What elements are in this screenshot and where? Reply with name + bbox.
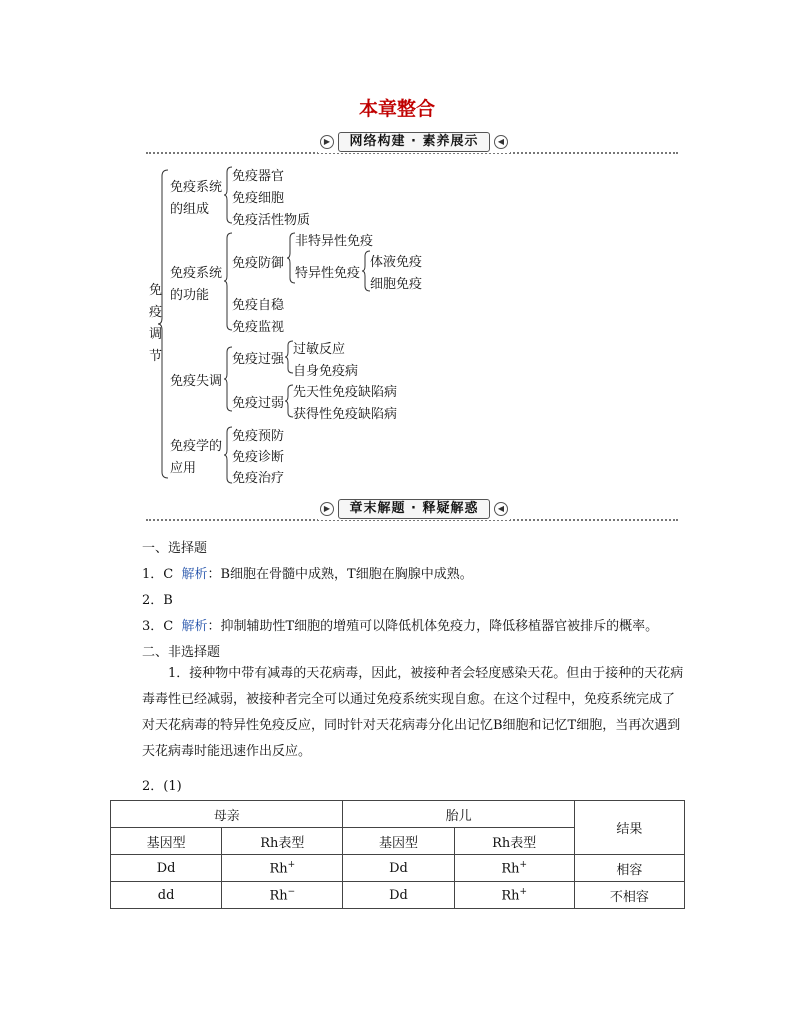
banner-label: 网络构建 · 素养展示 <box>338 132 490 152</box>
root-brace <box>158 168 170 480</box>
cell-mother-rh: Rh− <box>222 882 343 909</box>
item-hyper-immunity: 免疫过强 <box>232 352 285 367</box>
item-nonspecific-immunity: 非特异性免疫 <box>295 234 374 249</box>
arrow-left-icon: ◀ <box>494 502 508 516</box>
table-row <box>111 882 685 909</box>
analysis-tag: 解析 <box>181 567 208 582</box>
item-humoral-immunity: 体液免疫 <box>370 255 423 270</box>
header-rh-type: Rh表型 <box>222 828 343 855</box>
arrow-right-icon: ▶ <box>320 502 334 516</box>
cell-mother-genotype: dd <box>111 882 222 909</box>
header-genotype: 基因型 <box>111 828 222 855</box>
item-cellular-immunity: 细胞免疫 <box>370 277 423 292</box>
section-heading-nonchoice: 二、非选择题 <box>142 645 221 660</box>
cell-result: 相容 <box>574 855 684 882</box>
section-heading-choice: 一、选择题 <box>142 541 208 556</box>
item-acquired-immunodeficiency: 获得性免疫缺陷病 <box>293 407 398 422</box>
cell-result: 不相容 <box>574 882 684 909</box>
answer-1: 1．C 解析：B细胞在骨髓中成熟，T细胞在胸腺中成熟。 <box>142 567 473 582</box>
item-hypo-immunity: 免疫过弱 <box>232 396 285 411</box>
item-autoimmune: 自身免疫病 <box>293 364 359 379</box>
application-label-1: 免疫学的 <box>170 439 223 454</box>
arrow-right-icon: ▶ <box>320 135 334 149</box>
table-row <box>111 855 685 882</box>
answer-2-part-1: 2．(1) <box>142 779 182 794</box>
root-label: 免 疫 调 节 <box>149 283 163 364</box>
item-immune-prevention: 免疫预防 <box>232 429 285 444</box>
cell-fetus-rh: Rh+ <box>454 855 574 882</box>
item-specific-immunity: 特异性免疫 <box>295 266 361 281</box>
item-immune-homeostasis: 免疫自稳 <box>232 298 285 313</box>
answer-3: 3．C 解析：抑制辅助性T细胞的增殖可以降低机体免疫力，降低移植器官被排斥的概率。 <box>142 619 659 634</box>
application-label-2: 应用 <box>170 461 197 476</box>
disorder-label: 免疫失调 <box>170 374 223 389</box>
item-immune-substance: 免疫活性物质 <box>232 213 311 228</box>
section-banner-answers <box>318 498 510 520</box>
item-immune-defense: 免疫防御 <box>232 256 285 271</box>
header-fetus: 胎儿 <box>343 801 574 828</box>
cell-mother-rh: Rh+ <box>222 855 343 882</box>
answer-2: 2．B <box>142 593 173 608</box>
analysis-tag: 解析 <box>181 619 208 634</box>
header-rh-type: Rh表型 <box>454 828 574 855</box>
item-congenital-immunodeficiency: 先天性免疫缺陷病 <box>293 385 398 400</box>
rh-compatibility-table <box>110 800 685 909</box>
composition-label-2: 的组成 <box>170 202 210 217</box>
item-immune-surveillance: 免疫监视 <box>232 320 285 335</box>
answer-paragraph-1: 1．接种物中带有减毒的天花病毒，因此，被接种者会轻度感染天花。但由于接种的天花病毒毒性已经减弱，被接种者完全可以通过免疫系统实现自愈。在这个过程中，免疫系统完成了对天花病毒的特异性免疫反应，同时针对天花病毒分化出记忆B细胞和记忆T细胞，当再次遇到天花病毒时能迅速作出反应。 <box>142 666 684 759</box>
section-banner-network <box>318 131 510 153</box>
function-label-2: 的功能 <box>170 288 210 303</box>
item-allergy: 过敏反应 <box>293 342 346 357</box>
banner-label: 章末解题 · 释疑解惑 <box>338 499 490 519</box>
arrow-left-icon: ◀ <box>494 135 508 149</box>
page-title: 本章整合 <box>358 98 435 120</box>
item-immune-therapy: 免疫治疗 <box>232 471 285 486</box>
function-label-1: 免疫系统 <box>170 266 223 281</box>
cell-fetus-rh: Rh+ <box>454 882 574 909</box>
header-genotype: 基因型 <box>343 828 454 855</box>
cell-fetus-genotype: Dd <box>343 855 454 882</box>
item-immune-diagnosis: 免疫诊断 <box>232 450 285 465</box>
item-immune-cell: 免疫细胞 <box>232 191 285 206</box>
item-immune-organ: 免疫器官 <box>232 169 285 184</box>
header-result: 结果 <box>574 801 684 855</box>
cell-mother-genotype: Dd <box>111 855 222 882</box>
cell-fetus-genotype: Dd <box>343 882 454 909</box>
header-mother: 母亲 <box>111 801 343 828</box>
composition-label-1: 免疫系统 <box>170 180 223 195</box>
